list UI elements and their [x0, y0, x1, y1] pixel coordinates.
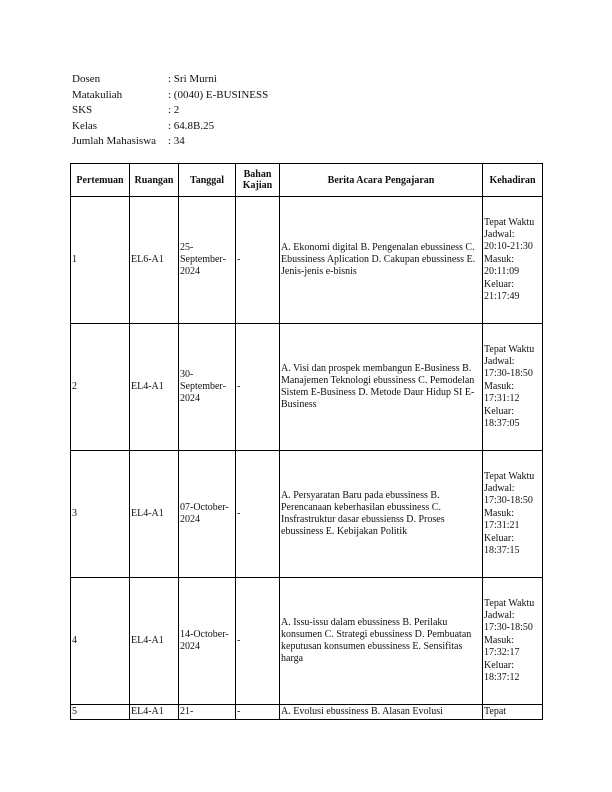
col-header-kehadiran: Kehadiran — [483, 164, 543, 197]
cell-ruangan: EL4-A1 — [130, 705, 179, 720]
sks-value: : 2 — [168, 104, 180, 116]
cell-kehadiran: Tepat — [483, 705, 543, 720]
info-sks — [72, 103, 268, 119]
jumlah-label: Jumlah Mahasiswa — [72, 135, 157, 147]
col-header-berita-acara: Berita Acara Pengajaran — [280, 164, 483, 197]
info-dosen — [72, 72, 268, 88]
cell-berita-acara: A. Persyaratan Baru pada ebussiness B. Perencanaan keberhasilan ebussiness C. Insfrastruktur dasar ebussienss D. Proses ebussiness E. Kebijakan Politik — [280, 451, 483, 578]
cell-pertemuan: 1 — [71, 197, 130, 324]
cell-ruangan: EL4-A1 — [130, 324, 179, 451]
cell-bahan-kajian: - — [236, 324, 280, 451]
cell-berita-acara: A. Issu-issu dalam ebussiness B. Perilaku konsumen C. Strategi ebussiness D. Pembuatan keputusan konsumen ebussiness E. Sensifitas harga — [280, 578, 483, 705]
dosen-label: Dosen — [72, 73, 101, 85]
table-row — [71, 705, 543, 720]
matakuliah-value: : (0040) E-BUSINESS — [168, 88, 269, 101]
table-row — [71, 197, 543, 324]
col-header-tanggal: Tanggal — [179, 164, 236, 197]
kelas-value: : 64.8B.25 — [168, 119, 215, 132]
table-row — [71, 578, 543, 705]
cell-tanggal: 25-September-2024 — [179, 197, 236, 324]
cell-pertemuan: 4 — [71, 578, 130, 705]
cell-kehadiran: Tepat Waktu Jadwal: 20:10-21:30 Masuk: 20:11:09 Keluar: 21:17:49 — [483, 197, 543, 324]
table-header-row — [71, 164, 543, 197]
cell-tanggal: 30-September-2024 — [179, 324, 236, 451]
cell-ruangan: EL6-A1 — [130, 197, 179, 324]
info-kelas — [72, 119, 268, 135]
cell-bahan-kajian: - — [236, 578, 280, 705]
cell-bahan-kajian: - — [236, 197, 280, 324]
col-header-ruangan: Ruangan — [130, 164, 179, 197]
matakuliah-label: Matakuliah — [72, 88, 123, 101]
cell-tanggal: 21- — [179, 705, 236, 720]
cell-pertemuan: 2 — [71, 324, 130, 451]
cell-bahan-kajian: - — [236, 705, 280, 720]
cell-ruangan: EL4-A1 — [130, 578, 179, 705]
course-info — [72, 72, 268, 150]
cell-ruangan: EL4-A1 — [130, 451, 179, 578]
table-row — [71, 451, 543, 578]
kelas-label: Kelas — [72, 119, 98, 132]
table-row — [71, 324, 543, 451]
jumlah-value: : 34 — [168, 135, 185, 147]
cell-bahan-kajian: - — [236, 451, 280, 578]
sks-label: SKS — [72, 104, 93, 116]
info-matakuliah — [72, 88, 268, 104]
cell-berita-acara: A. Evolusi ebussiness B. Alasan Evolusi — [280, 705, 483, 720]
cell-berita-acara: A. Ekonomi digital B. Pengenalan ebussiness C. Ebussiness Aplication D. Cakupan ebussiness E. Jenis-jenis e-bisnis — [280, 197, 483, 324]
cell-kehadiran: Tepat Waktu Jadwal: 17:30-18:50 Masuk: 17:31:21 Keluar: 18:37:15 — [483, 451, 543, 578]
cell-tanggal: 07-October-2024 — [179, 451, 236, 578]
info-jumlah-mahasiswa — [72, 134, 268, 150]
cell-pertemuan: 3 — [71, 451, 130, 578]
cell-berita-acara: A. Visi dan prospek membangun E-Business B. Manajemen Teknologi ebussiness C. Pemodelan Sistem E-Business D. Metode Daur Hidup SI E-Business — [280, 324, 483, 451]
cell-pertemuan: 5 — [71, 705, 130, 720]
cell-tanggal: 14-October-2024 — [179, 578, 236, 705]
col-header-pertemuan: Pertemuan — [71, 164, 130, 197]
dosen-value: : Sri Murni — [168, 73, 217, 85]
berita-acara-table — [70, 163, 543, 720]
cell-kehadiran: Tepat Waktu Jadwal: 17:30-18:50 Masuk: 17:31:12 Keluar: 18:37:05 — [483, 324, 543, 451]
col-header-bahan-kajian: Bahan Kajian — [236, 164, 280, 197]
cell-kehadiran: Tepat Waktu Jadwal: 17:30-18:50 Masuk: 17:32:17 Keluar: 18:37:12 — [483, 578, 543, 705]
